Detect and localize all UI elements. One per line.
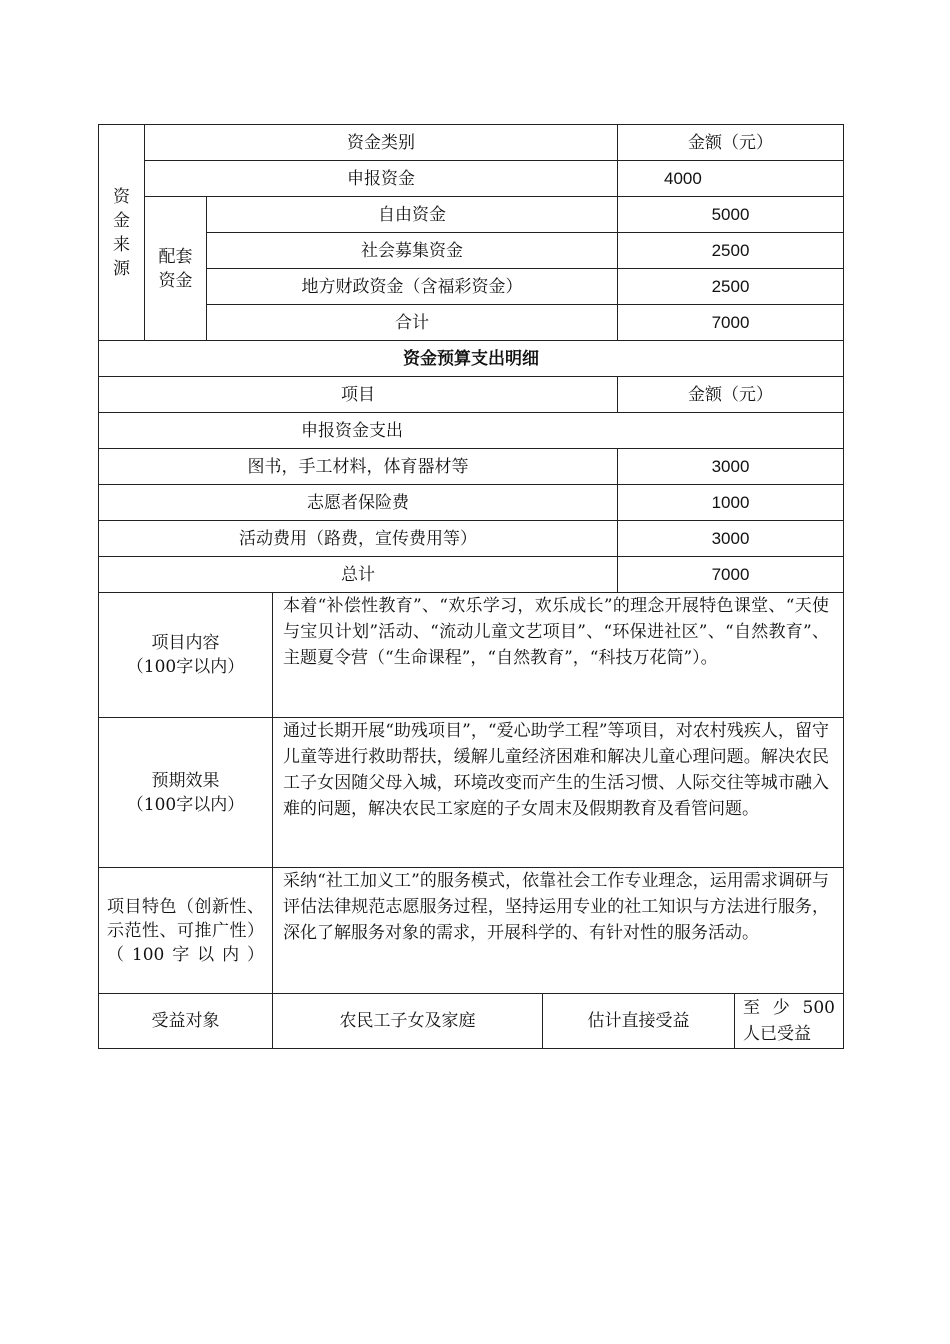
feature-label: 项目特色（创新性、示范性、可推广性）（100字以内） [99, 868, 273, 994]
budget-row-label: 志愿者保险费 [99, 485, 618, 521]
estimate-value-line2: 人已受益 [743, 1024, 811, 1044]
applied-funds-label: 申报资金 [145, 161, 618, 197]
matching-total-label: 合计 [207, 305, 618, 341]
matching-row-label: 地方财政资金（含福彩资金） [207, 269, 618, 305]
matching-row-amount: 2500 [618, 233, 844, 269]
budget-total-amount: 7000 [618, 557, 844, 593]
budget-row-label: 活动费用（路费，宣传费用等） [99, 521, 618, 557]
application-form [98, 124, 843, 1049]
budget-item-header: 项目 [99, 377, 618, 413]
form-table [98, 124, 844, 1049]
budget-subheading: 申报资金支出 [99, 413, 844, 449]
beneficiary-label: 受益对象 [99, 994, 273, 1049]
applied-funds-amount: 4000 [618, 161, 844, 197]
estimate-value-line1: 至 少 500 [743, 998, 835, 1018]
effect-label: 预期效果 （100字以内） [99, 718, 273, 868]
estimate-label: 估计直接受益 [543, 994, 735, 1049]
budget-amount-header: 金额（元） [618, 377, 844, 413]
budget-title: 资金预算支出明细 [99, 341, 844, 377]
beneficiary-value: 农民工子女及家庭 [273, 994, 543, 1049]
matching-funds-label: 配套 资金 [145, 197, 207, 341]
matching-row-amount: 2500 [618, 269, 844, 305]
budget-row-amount: 3000 [618, 521, 844, 557]
matching-total-amount: 7000 [618, 305, 844, 341]
matching-row-label: 自由资金 [207, 197, 618, 233]
budget-row-amount: 1000 [618, 485, 844, 521]
budget-total-label: 总计 [99, 557, 618, 593]
category-header: 资金类别 [145, 125, 618, 161]
content-text: 本着“补偿性教育”、“欢乐学习，欢乐成长”的理念开展特色课堂、“天使与宝贝计划”活动、“流动儿童文艺项目”、“环保进社区”、“自然教育”、主题夏令营（“生命课程”，“自然教育”，“科技万花筒”）。 [273, 593, 844, 718]
effect-text: 通过长期开展“助残项目”，“爱心助学工程”等项目，对农村残疾人，留守儿童等进行救助帮扶，缓解儿童经济困难和解决儿童心理问题。解决农民工子女因随父母入城，环境改变而产生的生活习惯、人际交往等城市融入难的问题，解决农民工家庭的子女周末及假期教育及看管问题。 [273, 718, 844, 868]
feature-text: 采纳“社工加义工”的服务模式，依靠社会工作专业理念，运用需求调研与评估法律规范志愿服务过程，坚持运用专业的社工知识与方法进行服务，深化了解服务对象的需求，开展科学的、有针对性的服务活动。 [273, 868, 844, 994]
estimate-value [735, 994, 844, 1049]
matching-row-amount: 5000 [618, 197, 844, 233]
budget-row-label: 图书，手工材料，体育器材等 [99, 449, 618, 485]
matching-row-label: 社会募集资金 [207, 233, 618, 269]
content-label: 项目内容 （100字以内） [99, 593, 273, 718]
amount-header: 金额（元） [618, 125, 844, 161]
budget-row-amount: 3000 [618, 449, 844, 485]
funding-source-label: 资 金 来 源 [99, 125, 145, 341]
